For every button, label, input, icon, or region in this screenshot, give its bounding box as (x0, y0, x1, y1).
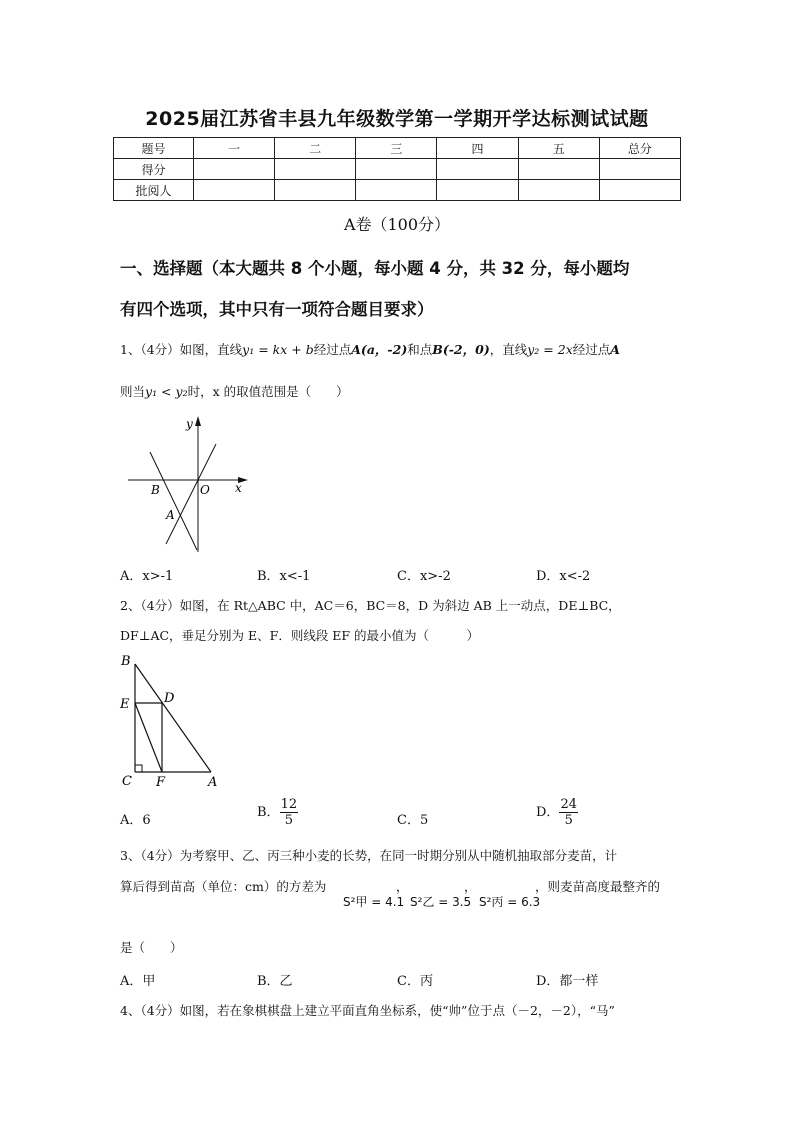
header-cell: 一 (194, 138, 275, 159)
score-cell (437, 159, 518, 180)
q2-line1: 2、（4分）如图，在 Rt△ABC 中，AC＝6，BC＝8，D 为斜边 AB 上一动点，DE⊥BC， (120, 598, 621, 613)
score-cell (599, 159, 680, 180)
row-label: 批阅人 (114, 180, 194, 201)
q1-mid2: 和点 (407, 342, 433, 357)
label-o: O (200, 483, 210, 497)
score-cell (518, 159, 599, 180)
q3-option-a: A．甲 (120, 974, 156, 989)
q1-line2-pre: 则当 (120, 384, 146, 399)
label-y: y (186, 417, 193, 431)
score-cell (356, 159, 437, 180)
q1-option-c: C．x>-2 (397, 569, 451, 584)
q3-variance-yi: S²乙 = 3.5 (410, 895, 472, 909)
q3-line1: 3、（4分）为考察甲、乙、丙三种小麦的长势，在同一时期分别从中随机抽取部分麦苗，计 (120, 848, 618, 863)
q2-figure (116, 652, 226, 790)
q1-line2-post: 时，x 的取值范围是（ ） (187, 384, 349, 399)
score-cell (599, 180, 680, 201)
q4-line1: 4、（4分）如图，若在象棋棋盘上建立平面直角坐标系，使“帅”位于点（－2，－2），“马” (120, 1003, 615, 1018)
header-cell: 五 (518, 138, 599, 159)
q3-line2-pre: 算后得到苗高（单位：cm）的方差为 (120, 879, 327, 894)
q3-line3: 是（ ） (120, 940, 183, 955)
q3-comma-2: ， (464, 879, 477, 894)
section-one-heading-line1: 一、选择题（本大题共 8 个小题，每小题 4 分，共 32 分，每小题均 (120, 259, 630, 278)
right-angle-mark (135, 765, 142, 772)
fraction-denominator: 5 (564, 813, 573, 828)
q1-option-a: A．x>-1 (120, 569, 174, 584)
q1-point-b: B(-2，0) (432, 342, 490, 357)
header-cell: 题号 (114, 138, 194, 159)
label-x: x (235, 481, 242, 495)
section-a-heading: A卷（100分） (343, 215, 451, 234)
q1-eq1: y₁ = kx + b (242, 342, 314, 357)
q3-line2-post: ，则麦苗高度最整齐的 (535, 879, 661, 894)
q1-mid4: 经过点 (572, 342, 611, 357)
q1-line2 (120, 382, 695, 400)
q2-option-b (257, 797, 298, 828)
score-cell (194, 180, 275, 201)
page-title: 2025届江苏省丰县九年级数学第一学期开学达标测试试题 (145, 108, 649, 130)
q3-comma-1: ， (396, 879, 409, 894)
score-cell (518, 180, 599, 201)
header-cell: 总分 (599, 138, 680, 159)
label-a: A (208, 775, 218, 790)
q2-option-b-fraction (280, 797, 299, 828)
label-b: B (151, 483, 160, 497)
grader-row (114, 180, 681, 201)
q3-option-b: B．乙 (257, 974, 293, 989)
score-cell (275, 159, 356, 180)
q2-option-c: C．5 (397, 813, 429, 828)
score-cell (194, 159, 275, 180)
fraction-numerator: 12 (280, 797, 298, 812)
label-b: B (121, 654, 131, 669)
fraction-numerator: 24 (560, 797, 577, 812)
q1-mid1: 经过点 (313, 342, 352, 357)
q2-line2: DF⊥AC，垂足分别为 E、F．则线段 EF 的最小值为（ ） (120, 628, 480, 643)
label-d: D (164, 691, 175, 706)
q1-option-b: B．x<-1 (257, 569, 311, 584)
header-cell: 二 (275, 138, 356, 159)
q1-eq2: y₂ = 2x (527, 342, 573, 357)
q2-option-d-label: D． (536, 805, 560, 820)
label-f: F (156, 775, 166, 790)
segment-ef (135, 703, 162, 772)
q2-option-d (536, 797, 578, 828)
q2-option-d-fraction (559, 797, 578, 828)
q3-option-c: C．丙 (397, 974, 433, 989)
q3-option-d: D．都一样 (536, 974, 599, 989)
score-table (113, 137, 681, 201)
section-one-heading-line2: 有四个选项，其中只有一项符合题目要求） (120, 300, 434, 319)
label-e: E (120, 697, 130, 712)
label-c: C (122, 774, 132, 789)
q1-option-d: D．x<-2 (536, 569, 591, 584)
score-cell (275, 180, 356, 201)
q1-point-a: A(a，-2) (351, 342, 408, 357)
score-table-header-row (114, 138, 681, 159)
score-row (114, 159, 681, 180)
q1-mid3: ，直线 (489, 342, 528, 357)
q1-condition: y₁ < y₂ (145, 384, 188, 399)
q1-prefix: 1、（4分）如图，直线 (120, 342, 243, 357)
y-axis-arrow-icon (195, 416, 201, 426)
q1-line1 (120, 340, 695, 358)
q2-option-b-label: B． (257, 805, 280, 820)
line-y1 (150, 452, 197, 550)
header-cell: 四 (437, 138, 518, 159)
q2-option-a: A．6 (120, 813, 151, 828)
label-a: A (166, 508, 175, 522)
q3-variance-jia: S²甲 = 4.1 (343, 895, 405, 909)
score-cell (356, 180, 437, 201)
q1-point-a2: A (610, 342, 620, 357)
q3-variance-bing: S²丙 = 6.3 (479, 895, 541, 909)
fraction-denominator: 5 (284, 813, 293, 828)
side-ab (135, 664, 211, 772)
q1-figure (124, 414, 254, 556)
row-label: 得分 (114, 159, 194, 180)
header-cell: 三 (356, 138, 437, 159)
score-cell (437, 180, 518, 201)
